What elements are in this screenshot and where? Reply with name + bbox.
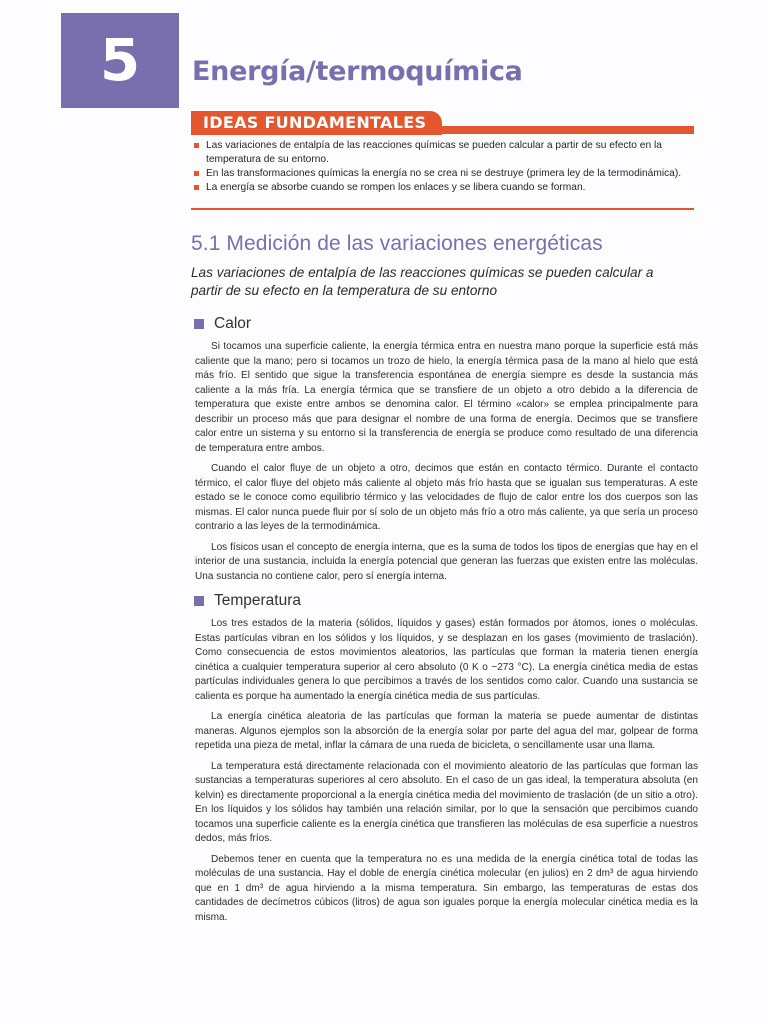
ideas-list-item — [193, 139, 693, 166]
ideas-list — [193, 139, 693, 195]
calor-heading-text: Calor — [214, 315, 252, 332]
temperatura-heading — [194, 592, 301, 610]
temperatura-heading-text: Temperatura — [214, 592, 302, 609]
section-subtitle: Las variaciones de entalpía de las reacciones químicas se pueden calcular a partir de su efecto en la temperatura de su entorno — [191, 265, 654, 298]
ideas-item-text: La energía se absorbe cuando se rompen los enlaces y se libera cuando se forman. — [206, 181, 586, 193]
paragraph: La temperatura está directamente relacionada con el movimiento aleatorio de las partículas que forman las sustancias a temperaturas superiores al cero absoluto. En el caso de un gas ideal, la temperatura absoluta (en kelvin) es directamente proporcional a la energía cinética media del movimiento de traslación (de un sitio a otro). En los líquidos y los sólidos hay también una relación similar, por lo que la sensación que percibimos cuando tocamos una superficie caliente es la energía cinética que transfieren las moléculas de esa superficie a nuestros dedos, más fríos. — [195, 760, 698, 844]
ideas-heading-tab — [191, 111, 442, 135]
paragraph: Debemos tener en cuenta que la temperatura no es una medida de la energía cinética total de todas las moléculas de una sustancia. Hay el doble de energía cinética molecular (en julios) en 2 dm³ de agua hirviendo que en 1 dm³ de agua hirviendo a la misma temperatura. Sin embargo, las temperaturas de estas dos cantidades de decímetros cúbicos (litros) de agua son iguales porque la energía molecular cinética media es la misma. — [195, 853, 698, 923]
paragraph: Si tocamos una superficie caliente, la energía térmica entra en nuestra mano porque la superficie está más caliente que la mano; pero si tocamos un trozo de hielo, la energía térmica pasa de la mano al hielo que está más frío. El sentido que sigue la transferencia espontánea de energía siempre es desde la sustancia más caliente a la más fría. La energía térmica que se transfiere de un objeto a otro debido a la diferencia de temperatura que existe entre ambos se denomina calor. El término «calor» se emplea principalmente para describir un proceso más que para designar el nombre de una forma de energía. Decimos que se transfiere calor entre un sistema y su entorno si la transferencia de energía se produce como resultado de una diferencia de temperatura entre ambos. — [195, 341, 698, 454]
square-bullet-icon — [194, 171, 199, 176]
ideas-item-text: En las transformaciones químicas la energía no se crea ni se destruye (primera ley de la termodinámica). — [206, 167, 682, 179]
paragraph: Los físicos usan el concepto de energía interna, que es la suma de todos los tipos de energías que hay en el interior de una sustancia, incluida la energía potencial que generan las fuerzas que existen entre las moléculas. Una sustancia no contiene calor, pero sí energía interna. — [195, 541, 698, 582]
purple-square-icon — [194, 319, 204, 329]
paragraph: La energía cinética aleatoria de las partículas que forman la materia se puede aumentar de distintas maneras. Algunos ejemplos son la absorción de la energía solar por parte del agua del mar, golpear de forma repetida una pieza de metal, inflar la cámara de una rueda de bicicleta, o sencillamente usar una llama. — [195, 711, 698, 751]
chapter-number-box — [61, 13, 179, 108]
calor-body — [195, 340, 698, 590]
chapter-title: Energía/termoquímica — [192, 56, 523, 87]
chapter-number: 5 — [99, 26, 141, 94]
ideas-item-text: Las variaciones de entalpía de las reacciones químicas se pueden calcular a partir de su efecto en la temperatura de su entorno. — [206, 140, 662, 165]
calor-heading — [194, 315, 251, 333]
paragraph: Cuando el calor fluye de un objeto a otro, decimos que están en contacto térmico. Durante el contacto térmico, el calor fluye del objeto más caliente al objeto más frío hasta que se igualan sus temperaturas. A este estado se le conoce como equilibrio térmico y las velocidades de flujo de calor entre los dos cuerpos son las mismas. El calor nunca puede fluir por sí solo de un objeto más frío a otro más caliente, ya que sería un proceso contrario a las leyes de la termodinámica. — [195, 463, 698, 532]
section-heading: 5.1 Medición de las variaciones energéticas — [191, 232, 603, 255]
ideas-heading: IDEAS FUNDAMENTALES — [203, 113, 427, 132]
square-bullet-icon — [194, 143, 199, 148]
purple-square-icon — [194, 596, 204, 606]
temperatura-body — [195, 617, 698, 931]
ideas-bottom-rule — [191, 208, 694, 210]
ideas-list-item — [193, 167, 693, 181]
ideas-list-item — [193, 181, 693, 195]
square-bullet-icon — [194, 185, 199, 190]
paragraph: Los tres estados de la materia (sólidos, líquidos y gases) están formados por átomos, iones o moléculas. Estas partículas vibran en los sólidos y los líquidos, y se desplazan en los gases (movimiento de traslación). Como consecuencia de estos movimientos aleatorios, las partículas que forman la materia tienen energía cinética a cualquier temperatura superior al cero absoluto (0 K o −273 °C). La energía cinética media de estas partículas individuales genera lo que percibimos a través de los sentidos como calor. Cuando una sustancia se calienta es porque ha aumentado la energía cinética media de sus partículas. — [195, 618, 698, 702]
